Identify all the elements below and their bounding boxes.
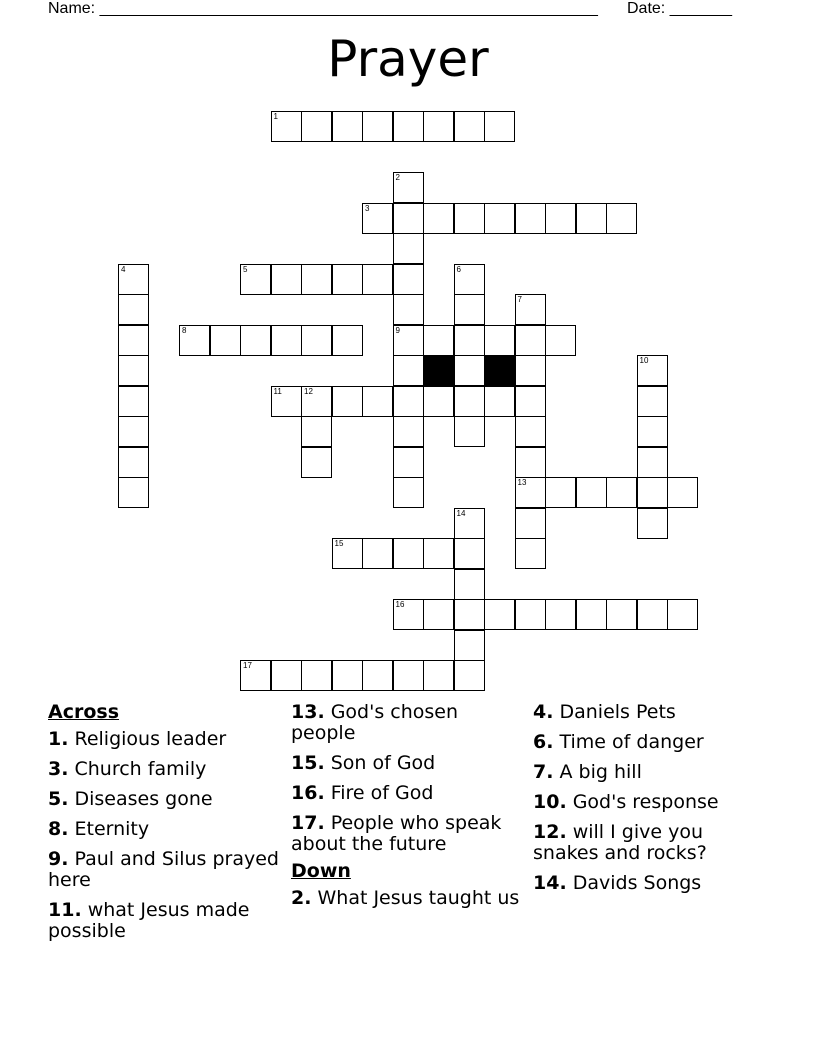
- crossword-cell[interactable]: [515, 447, 546, 478]
- clue-number: 7: [517, 295, 522, 304]
- crossword-cell[interactable]: [515, 508, 546, 539]
- clue-item-text: Church family: [68, 758, 207, 780]
- crossword-cell[interactable]: [393, 203, 424, 234]
- crossword-cell[interactable]: [637, 386, 668, 417]
- clue-item-number: 7.: [533, 761, 554, 783]
- clue-number: 14: [456, 508, 466, 518]
- crossword-cell[interactable]: [393, 660, 424, 691]
- crossword-cell[interactable]: [454, 203, 485, 234]
- clue-item: [48, 819, 280, 840]
- clue-number: 15: [334, 539, 344, 548]
- clue-item: [48, 900, 280, 942]
- crossword-cell[interactable]: [545, 325, 576, 356]
- crossword-cell[interactable]: [545, 477, 576, 508]
- clue-item: [533, 762, 773, 783]
- crossword-cell[interactable]: [454, 355, 485, 386]
- across-heading: Across: [48, 701, 120, 723]
- clue-item: [291, 753, 523, 774]
- crossword-cell[interactable]: [301, 447, 332, 478]
- crossword-cell[interactable]: [454, 630, 485, 661]
- crossword-cell[interactable]: [454, 569, 485, 600]
- down-clue-list-continued: [533, 702, 773, 894]
- clue-item-number: 4.: [533, 701, 554, 723]
- clue-item: [533, 702, 773, 723]
- crossword-cell[interactable]: [393, 386, 424, 417]
- clue-item-text: what Jesus made possible: [48, 899, 250, 942]
- clue-number: 3: [365, 203, 370, 213]
- crossword-cell[interactable]: [393, 264, 424, 295]
- crossword-cell[interactable]: [606, 477, 637, 508]
- crossword-cell[interactable]: [515, 294, 546, 325]
- crossword-cell[interactable]: [454, 416, 485, 447]
- clue-item: [291, 813, 523, 855]
- crossword-cell[interactable]: [637, 477, 668, 508]
- crossword-cell[interactable]: [515, 416, 546, 447]
- crossword-cell[interactable]: [454, 264, 485, 295]
- crossword-cell[interactable]: [515, 599, 546, 630]
- clue-item-text: God's chosen people: [291, 701, 459, 744]
- clue-item: [48, 789, 280, 810]
- clue-item-number: 1.: [48, 728, 69, 750]
- clue-item-number: 5.: [48, 788, 69, 810]
- crossword-cell[interactable]: [362, 538, 393, 569]
- clue-number: 8: [182, 325, 187, 335]
- clue-item: [533, 822, 773, 864]
- crossword-cell[interactable]: [454, 111, 485, 142]
- clue-number: 5: [243, 264, 248, 274]
- clue-number: 9: [395, 325, 400, 335]
- crossword-cell[interactable]: [393, 325, 424, 356]
- crossword-cell[interactable]: [393, 233, 424, 264]
- crossword-cell[interactable]: [423, 538, 454, 569]
- crossword-cell[interactable]: [637, 416, 668, 447]
- crossword-cell[interactable]: [393, 172, 424, 203]
- crossword-cell[interactable]: [393, 416, 424, 447]
- crossword-cell[interactable]: [301, 111, 332, 142]
- crossword-cell[interactable]: [667, 477, 698, 508]
- clue-item-number: 15.: [291, 752, 325, 774]
- clue-item: [533, 792, 773, 813]
- clue-item-text: Religious leader: [68, 728, 227, 750]
- clue-item-text: Eternity: [68, 818, 150, 840]
- crossword-cell[interactable]: [118, 477, 149, 508]
- clue-number: 1: [273, 112, 278, 121]
- clue-item-text: Paul and Silus prayed here: [48, 848, 279, 891]
- crossword-cell[interactable]: [515, 538, 546, 569]
- crossword-cell[interactable]: [271, 386, 302, 417]
- clues-column-3: [533, 702, 773, 903]
- crossword-cell[interactable]: [362, 264, 393, 295]
- crossword-cell[interactable]: [576, 477, 607, 508]
- crossword-cell[interactable]: [393, 477, 424, 508]
- crossword-cell[interactable]: [332, 325, 363, 356]
- clue-item-text: Diseases gone: [68, 788, 213, 810]
- crossword-cell[interactable]: [454, 508, 485, 539]
- crossword-cell[interactable]: [362, 386, 393, 417]
- clue-item-text: Son of God: [324, 752, 436, 774]
- crossword-cell[interactable]: [454, 325, 485, 356]
- crossword-cell[interactable]: [637, 508, 668, 539]
- crossword-cell[interactable]: [484, 599, 515, 630]
- clue-item-number: 2.: [291, 887, 312, 909]
- crossword-cell[interactable]: [118, 447, 149, 478]
- crossword-cell[interactable]: [637, 599, 668, 630]
- clue-item-number: 14.: [533, 872, 567, 894]
- clue-item: [533, 873, 773, 894]
- name-field-label: Name: ________________________________________________________: [48, 0, 598, 17]
- crossword-cell[interactable]: [332, 538, 363, 569]
- crossword-cell[interactable]: [576, 203, 607, 234]
- clue-item-number: 8.: [48, 818, 69, 840]
- crossword-cell[interactable]: [332, 386, 363, 417]
- clue-item-number: 11.: [48, 899, 82, 921]
- crossword-cell[interactable]: [576, 599, 607, 630]
- clue-item: [48, 759, 280, 780]
- clue-number: 2: [395, 173, 400, 182]
- clue-item-number: 9.: [48, 848, 69, 870]
- crossword-cell[interactable]: [484, 386, 515, 417]
- down-heading: Down: [291, 860, 351, 882]
- crossword-cell[interactable]: [606, 203, 637, 234]
- crossword-cell[interactable]: [301, 660, 332, 691]
- crossword-cell[interactable]: [179, 325, 210, 356]
- crossword-cell[interactable]: [484, 325, 515, 356]
- crossword-cell[interactable]: [637, 447, 668, 478]
- crossword-cell[interactable]: [271, 660, 302, 691]
- crossword-cell[interactable]: [423, 599, 454, 630]
- crossword-cell[interactable]: [240, 264, 271, 295]
- crossword-cell[interactable]: [454, 386, 485, 417]
- date-field-label: Date: _______: [627, 0, 732, 17]
- crossword-cell[interactable]: [332, 660, 363, 691]
- crossword-cell[interactable]: [301, 386, 332, 417]
- crossword-cell[interactable]: [423, 111, 454, 142]
- crossword-cell[interactable]: [423, 203, 454, 234]
- crossword-cell[interactable]: [301, 416, 332, 447]
- crossword-cell[interactable]: [484, 111, 515, 142]
- crossword-cell[interactable]: [118, 294, 149, 325]
- crossword-cell[interactable]: [301, 325, 332, 356]
- clues-column-1: [48, 702, 280, 951]
- clue-item-text: Daniels Pets: [553, 701, 676, 723]
- clue-item: [291, 888, 523, 909]
- crossword-cell[interactable]: [515, 203, 546, 234]
- crossword-cell[interactable]: [332, 111, 363, 142]
- clue-item-text: Fire of God: [324, 782, 434, 804]
- clues-column-2: [291, 702, 523, 918]
- crossword-cell[interactable]: [332, 264, 363, 295]
- crossword-cell[interactable]: [118, 386, 149, 417]
- crossword-cell[interactable]: [393, 111, 424, 142]
- crossword-cell[interactable]: [118, 264, 149, 295]
- clue-number: 10: [639, 356, 649, 365]
- crossword-cell[interactable]: [393, 447, 424, 478]
- crossword-cell[interactable]: [515, 325, 546, 356]
- clue-number: 13: [517, 478, 527, 487]
- clue-item-number: 6.: [533, 731, 554, 753]
- crossword-cell[interactable]: [515, 477, 546, 508]
- black-cell: [423, 355, 454, 386]
- crossword-cell[interactable]: [393, 599, 424, 630]
- crossword-cell[interactable]: [362, 660, 393, 691]
- clue-item-text: Davids Songs: [566, 872, 702, 894]
- crossword-cell[interactable]: [118, 355, 149, 386]
- crossword-cell[interactable]: [301, 264, 332, 295]
- black-cell: [484, 355, 515, 386]
- crossword-cell[interactable]: [423, 660, 454, 691]
- crossword-cell[interactable]: [118, 325, 149, 356]
- crossword-cell[interactable]: [210, 325, 241, 356]
- crossword-cell[interactable]: [271, 111, 302, 142]
- across-clue-list-continued: [291, 702, 523, 855]
- crossword-cell[interactable]: [240, 660, 271, 691]
- clue-number: 4: [121, 264, 126, 274]
- crossword-cell[interactable]: [423, 325, 454, 356]
- clue-item: [48, 729, 280, 750]
- clue-number: 16: [395, 600, 405, 609]
- clue-item-text: will I give you snakes and rocks?: [533, 821, 707, 864]
- clue-item-number: 17.: [291, 812, 325, 834]
- clue-item-number: 13.: [291, 701, 325, 723]
- crossword-cell[interactable]: [545, 599, 576, 630]
- crossword-cell[interactable]: [454, 660, 485, 691]
- crossword-cell[interactable]: [423, 386, 454, 417]
- clue-item-text: Time of danger: [553, 731, 704, 753]
- crossword-cell[interactable]: [667, 599, 698, 630]
- crossword-cell[interactable]: [515, 386, 546, 417]
- crossword-cell[interactable]: [454, 599, 485, 630]
- across-clue-list: [48, 729, 280, 942]
- crossword-cell[interactable]: [454, 294, 485, 325]
- clue-item: [48, 849, 280, 891]
- crossword-cell[interactable]: [271, 264, 302, 295]
- crossword-cell[interactable]: [545, 203, 576, 234]
- clue-item-text: What Jesus taught us: [311, 887, 520, 909]
- clue-item: [533, 732, 773, 753]
- crossword-cell[interactable]: [637, 355, 668, 386]
- crossword-cell[interactable]: [118, 416, 149, 447]
- clue-item-number: 12.: [533, 821, 567, 843]
- crossword-cell[interactable]: [362, 111, 393, 142]
- clue-item-number: 3.: [48, 758, 69, 780]
- crossword-cell[interactable]: [393, 355, 424, 386]
- crossword-cell[interactable]: [606, 599, 637, 630]
- clue-number: 6: [456, 264, 461, 274]
- crossword-cell[interactable]: [240, 325, 271, 356]
- clue-item-text: A big hill: [553, 761, 642, 783]
- clue-item-number: 16.: [291, 782, 325, 804]
- crossword-cell[interactable]: [484, 203, 515, 234]
- crossword-cell[interactable]: [515, 355, 546, 386]
- clue-item-text: People who speak about the future: [291, 812, 502, 855]
- crossword-cell[interactable]: [362, 203, 393, 234]
- crossword-cell[interactable]: [271, 325, 302, 356]
- clue-number: 17: [243, 661, 252, 670]
- clue-number: 12: [304, 386, 313, 396]
- crossword-cell[interactable]: [393, 538, 424, 569]
- clue-item-number: 10.: [533, 791, 567, 813]
- clue-number: 11: [273, 386, 282, 396]
- clue-item-text: God's response: [566, 791, 719, 813]
- clue-item: [291, 783, 523, 804]
- crossword-cell[interactable]: [454, 538, 485, 569]
- crossword-cell[interactable]: [393, 294, 424, 325]
- page-title: Prayer: [327, 30, 489, 88]
- clue-item: [291, 702, 523, 744]
- down-clue-list: [291, 888, 523, 909]
